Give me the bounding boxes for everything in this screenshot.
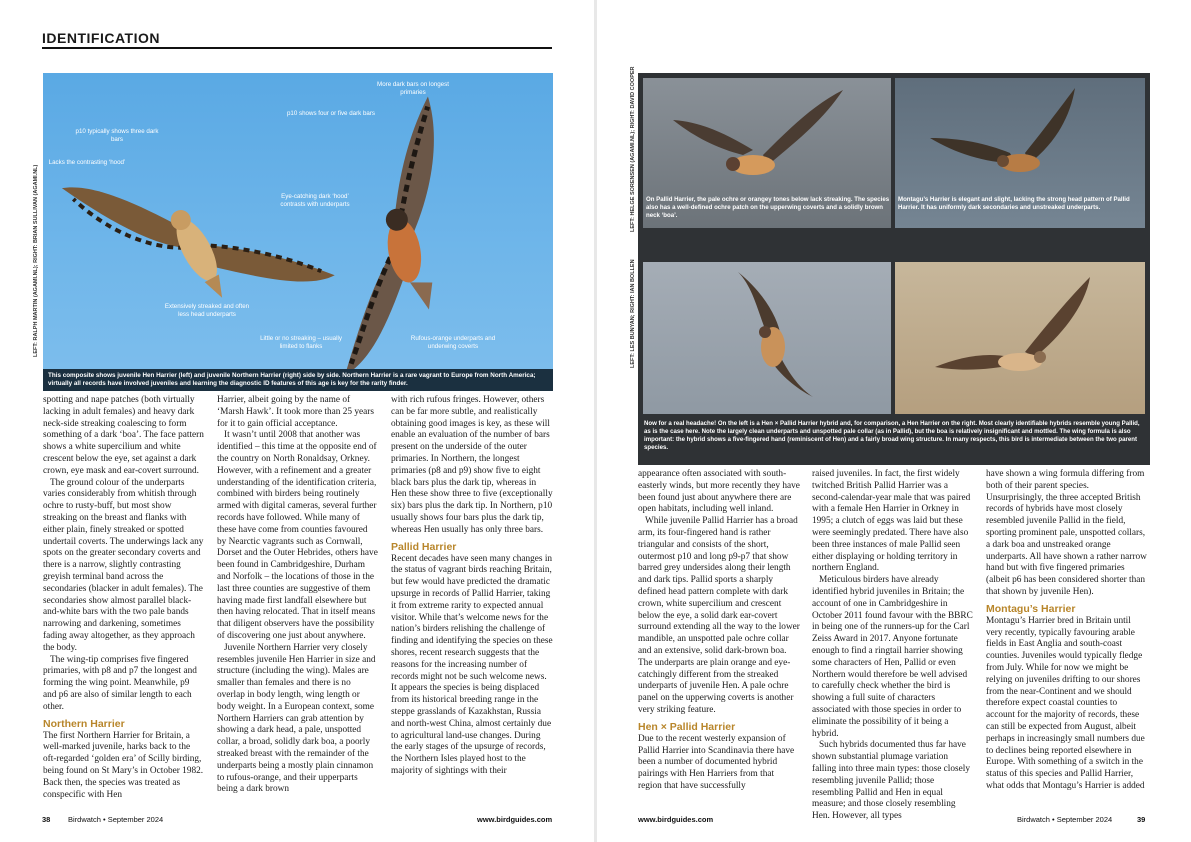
footer-magazine: Birdwatch • September 2024 — [68, 815, 164, 824]
montagus-harrier-photo — [895, 78, 1145, 228]
paragraph: Juvenile Northern Harrier very closely resembles juvenile Hen Harrier in size and structure (including the wing). Males are smaller than females and there is no overlap in body length, wing length or body weight. In a European context, some Northern Harriers can grab attention by showing a dark head, a pale, unspotted collar, a broad, solidly dark boa, a poorly streaked breast with the remainder of the underparts being a mostly plain cinnamon to rufous-orange, and their upperparts being a dark brown — [217, 642, 376, 795]
callout-more-dark-bars: More dark bars on longest primaries — [377, 81, 449, 96]
paragraph: Such hybrids documented thus far have shown substantial plumage variation falling into three main types: those closely resembling juvenile Pallid; those resembling Pallid and Hen in equal measure; and those closely resembling Hen. However, all types — [812, 740, 971, 822]
section-rule — [42, 47, 552, 49]
photo-grid — [638, 73, 1150, 465]
callout-p10-four-bars: p10 shows four or five dark bars — [286, 110, 376, 117]
section-title: IDENTIFICATION — [42, 30, 160, 46]
callout-dark-hood: Eye-catching dark ‘hood’ contrasts with underparts — [280, 193, 350, 208]
photo-credit-left: LEFT: RALPH MARTIN (AGAMI.NL); RIGHT: BRIAN SULLIVAN (AGAMI.NL) — [33, 164, 39, 357]
heading-hybrid: Hen × Pallid Harrier — [638, 720, 736, 733]
paragraph: Harrier, albeit going by the name of ‘Marsh Hawk’. It took more than 25 years for it to gain official acceptance. — [217, 395, 374, 429]
callout-rufous-underparts: Rufous-orange underparts and underwing coverts — [410, 335, 496, 350]
paragraph: appearance often associated with south-easterly winds, but more recently they have been found just about anywhere there are open habitats, including well inland. — [638, 469, 800, 515]
caption-pallid: On Pallid Harrier, the pale ochre or orangey tones below lack streaking. The species also has a well-defined ochre patch on the upperwing coverts and a solidly brown neck ‘boa’. — [646, 196, 890, 219]
footer-magazine: Birdwatch • September 2024 — [1017, 815, 1113, 824]
paragraph: It wasn’t until 2008 that another was identified – this time at the opposite end of the country on North Ronaldsay, Orkney. However, with a refinement and a greater understanding of the identification criteria, combined with birders being routinely armed with digital cameras, several further records have followed. While many of these have come from counties favoured by Nearctic vagrants such as Cornwall, Dorset and the Outer Hebrides, others have been found in Cambridgeshire, Durham and Norfolk – the locations of those in the last three counties are suggestive of them having made first landfall elsewhere but then having relocated. That in itself means that diligent observers have the possibility of discovering one just about anywhere. — [217, 430, 378, 641]
paragraph: The wing-tip comprises five fingered primaries, with p8 and p7 the longest and forming the wing point. Meanwhile, p9 and p6 are also of similar length to each other. — [43, 654, 197, 712]
right-column-3 — [986, 469, 1148, 811]
footer-url[interactable]: www.birdguides.com — [477, 815, 553, 824]
paragraph: spotting and nape patches (both virtually lacking in adult females) and heavy dark neck-side streaking coalescing to form something of a dark ‘boa’. The face pattern shows a white supercilium and white crescent below the eye, set against a dark crown, eye mask and ear-covert surround. — [43, 395, 204, 476]
northern-harrier-image — [300, 96, 474, 375]
paragraph: While juvenile Pallid Harrier has a broad arm, its four-fingered hand is rather triangular and consists of the short, outermost p10 and long p9-p7 that show barred grey undersides along their length and dark tips. Pallid sports a sharply defined head pattern complete with dark crown, white supercilium and crescent below the eye, a solid dark ear-covert surround extending all the way to the lower mandible, an unspotted pale ochre collar and an extensive, solid dark-brown boa. The underparts are plain orange and eye-catchingly different from the streaked underparts of juvenile Hen. A pale ochre panel on the upperwing coverts is another very striking feature. — [638, 516, 800, 715]
hybrid-harrier-photo — [643, 262, 891, 414]
callout-extensively-streaked: Extensively streaked and often less head underparts — [164, 303, 250, 318]
hero-photo-composite — [43, 73, 553, 369]
caption-hybrid: Now for a real headache! On the left is a Hen × Pallid Harrier hybrid and, for comparison, a Hen Harrier on the right. Most clearly identifiable hybrids resemble young Pallid, as is the case here. Note the largely clean underparts and unspotted pale collar (as in Pallid), but the boa is relatively insignificant and mottled. The wing formula is also important: the hybrid shows a five-fingered hand (reminiscent of Hen) and a fairly broad wing structure. In many respects, this bird is intermediate between the two parent species. — [644, 420, 1140, 451]
heading-northern-harrier: Northern Harrier — [43, 717, 125, 730]
left-page — [0, 0, 594, 842]
footer-url[interactable]: www.birdguides.com — [638, 815, 714, 824]
left-column-3 — [391, 395, 553, 810]
pallid-harrier-photo — [643, 78, 891, 228]
photo-credit-top: LEFT: HELGE SORENSEN (AGAMI.NL); RIGHT: DAVID COOPER — [630, 66, 636, 232]
hero-caption: This composite shows juvenile Hen Harrier (left) and juvenile Northern Harrier (right) side by side. Northern Harrier is a rare vagrant to Europe from North America; virtually all records have involved juveniles and learning the diagnostic ID features of this age is key for the rarity finder. — [43, 369, 553, 391]
left-column-2 — [217, 395, 379, 810]
photo-credit-bottom: LEFT: LES BUNYAN; RIGHT: IAN BOLLEN — [630, 259, 636, 368]
paragraph: Due to the recent westerly expansion of Pallid Harrier into Scandinavia there have been a number of documented hybrid pairings with Hen Harriers from that region that have successfully — [638, 733, 795, 791]
left-body-text — [43, 395, 553, 810]
footer-page-number: 39 — [1137, 815, 1146, 824]
callout-lacks-hood: Lacks the contrasting ‘hood’ — [48, 159, 126, 166]
caption-montagus: Montagu’s Harrier is elegant and slight, lacking the strong head pattern of Pallid Harrier. It has uniformly dark secondaries and unstreaked underparts. — [898, 196, 1130, 211]
hen-harrier-photo — [895, 262, 1145, 414]
callout-p10-three-bars: p10 typically shows three dark bars — [75, 128, 159, 143]
paragraph: raised juveniles. In fact, the first widely twitched British Pallid Harrier was a second-calendar-year male that was paired with a female Hen Harrier in Orkney in 1995; a clutch of eggs was laid but these were seemingly predated. There have also been three instances of male Pallid seen either displaying or holding territory in northern England. — [812, 469, 971, 574]
footer-page-number: 38 — [42, 815, 51, 824]
paragraph: with rich rufous fringes. However, others can be far more subtle, and realistically obtaining good images is key, as these will enable an evaluation of the number of bars present on the underside of the outer primaries. In Northern, the longest primaries (p8 and p9) show five to eight black bars plus the dark tip, whereas in Hen these show three to five (exceptionally six) bars plus the dark tip. In Northern, p10 usually shows four bars plus the dark tip, whereas Hen usually has only three bars. — [391, 395, 553, 535]
right-column-1 — [638, 469, 800, 811]
left-column-1 — [43, 395, 205, 810]
right-column-2 — [812, 469, 974, 822]
paragraph: have shown a wing formula differing from both of their parent species. Unsurprisingly, the three accepted British records of hybrids have most closely resembled juvenile Pallid in the field, sporting prominent pale, unspotted collars, a dark boa and unstreaked orange underparts. All have shown a rather narrow hand but with five fingered primaries (albeit p6 has been considered shorter than that shown by juvenile Hen). — [986, 469, 1147, 597]
paragraph: The ground colour of the underparts varies considerably from whitish through ochre to rusty-buff, but most show streaking on the breast and flanks with either plain, finely streaked or spotted undertail coverts. The underwings lack any spots on the greater secondary coverts and there is a narrow, slightly contrasting greyish terminal band across the secondaries (blacker in adult females). The secondaries show almost parallel black-and-white bars with the two pale bands narrowing and darkening, sometimes fading away altogether, as they approach the body. — [43, 477, 204, 653]
paragraph: The first Northern Harrier for Britain, a well-marked juvenile, harks back to the oft-regarded ‘golden era’ of Scilly birding, being found on St Mary’s in October 1982. Back then, the species was treated as conspecific with Hen — [43, 730, 204, 800]
paragraph: Meticulous birders have already identified hybrid juveniles in Britain; the account of one in Cambridgeshire in October 2011 found favour with the BBRC in being one of the runners-up for the Carl Zeiss Award in 2017. Anyone fortunate enough to find a ringtail harrier showing some characters of Hen, Pallid or even Northern would therefore be well advised to carefully check whether the bird is showing a full suite of characters associated with those species in order to eliminate the possibility of it being a hybrid. — [812, 575, 973, 739]
callout-little-streaking: Little or no streaking – usually limited to flanks — [260, 335, 342, 350]
paragraph: Montagu’s Harrier bred in Britain until very recently, typically favouring arable fields in East Anglia and south-coast counties. Juveniles would typically fledge from July. While for now we might be relying on juveniles drifting to our shores from the near-Continent and we should therefore expect coastal counties to account for the majority of records, these can still be expected from August, albeit perhaps in increasingly small numbers due to declines being reported elsewhere in Europe. With something of a switch in the status of this species and Pallid Harrier, what odds that Montagu’s Harrier is added — [986, 615, 1145, 791]
hybrid-harrier-image — [643, 262, 891, 414]
right-page — [597, 0, 1191, 842]
heading-pallid-harrier: Pallid Harrier — [391, 540, 457, 553]
paragraph: Recent decades have seen many changes in the status of vagrant birds reaching Britain, but few would have predicted the dramatic upsurge in records of Pallid Harrier, taking it from extreme rarity to expected annual visitor. While that’s welcome news for the nation’s birders relishing the challenge of finding and identifying the species on these shores, recent research suggests that the reasons for the increasing number of records might not be such welcome news. It appears the species is being displaced from its historical breeding range in the steppe grasslands of Kazakhstan, Russia and north-west China, almost certainly due to agricultural land-use changes. During the early stages of the upsurge of records, the Northern Isles played host to the majority of sightings with their — [391, 553, 553, 776]
heading-montagus: Montagu’s Harrier — [986, 602, 1076, 615]
hen-harrier-flying-image — [895, 262, 1145, 414]
